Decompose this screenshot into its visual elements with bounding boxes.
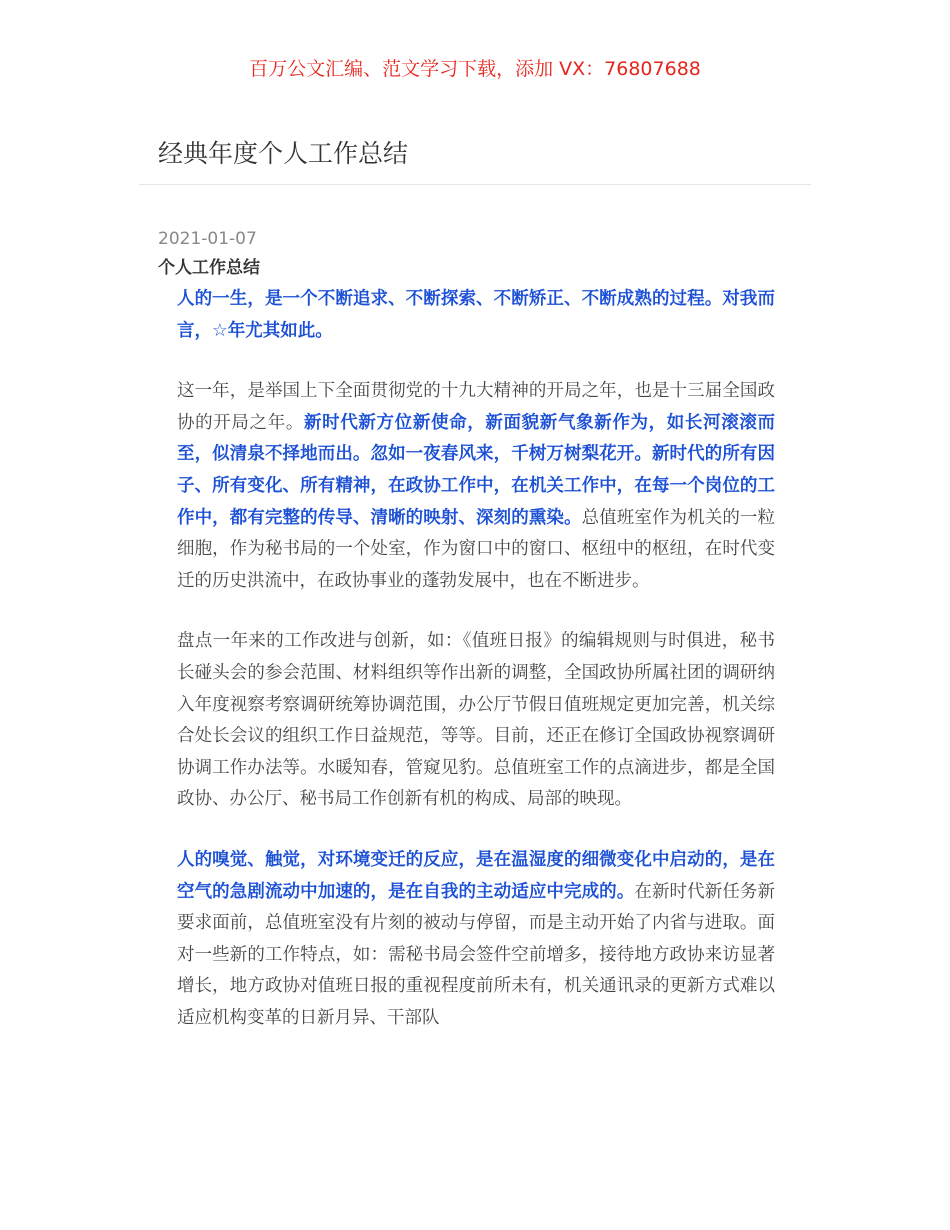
body-text: 总值班室作为机关的一粒细胞，作为秘书局的一个处室，作为窗口中的窗口、枢纽中的枢纽，在时代变迁的历史洪流中，在政协事业的蓬勃发展中，也在不断进步。 [177, 507, 776, 591]
highlighted-text: 人的嗅觉、触觉，对环境变迁的反应，是在温湿度的细微变化中启动的，是在空气的急剧流动中加速的，是在自我的主动适应中完成的。 [177, 849, 775, 902]
body-text: 盘点一年来的工作改进与创新，如：《值班日报》的编辑规则与时俱进，秘书长碰头会的参会范围、材料组织等作出新的调整，全国政协所属社团的调研纳入年度视察考察调研统筹协调范围，办公厅节假日值班规定更加完善，机关综合处长会议的组织工作日益规范，等等。目前，还正在修订全国政协视察调研协调工作办法等。水暖知春，管窥见豹。总值班室工作的点滴进步，都是全国政协、办公厅、秘书局工作创新有机的构成、局部的映现。 [177, 631, 775, 810]
highlighted-text: 人的一生，是一个不断追求、不断探索、不断矫正、不断成熟的过程。对我而言，☆年尤其如此。 [177, 289, 775, 341]
paragraph [177, 284, 775, 347]
body-text: 在新时代新任务新要求面前，总值班室没有片刻的被动与停留，而是主动开始了内省与进取。面对一些新的工作特点，如：需秘书局会签件空前增多，接待地方政协来访显著增长，地方政协对值班日报的重视程度前所未有，机关通讯录的更新方式难以适应机构变革的日新月异、干部队 [177, 881, 776, 1028]
body-text: 这一年，是举国上下全面贯彻党的十九大精神的开局之年，也是十三届全国政协的开局之年。 [177, 381, 775, 433]
highlighted-text: 新时代新方位新使命，新面貌新气象新作为，如长河滚滚而至，似清泉不择地而出。忽如一夜春风来，千树万树梨花开。新时代的所有因子、所有变化、所有精神，在政协工作中，在机关工作中，在每一个岗位的工作中，都有完整的传导、清晰的映射、深刻的熏染。 [177, 412, 775, 528]
paragraph [177, 845, 775, 1035]
article-category: 个人工作总结 [158, 258, 260, 278]
paragraph [177, 376, 775, 597]
publish-date: 2021-01-07 [158, 229, 257, 249]
page-title: 经典年度个人工作总结 [158, 139, 409, 168]
title-divider [139, 184, 811, 185]
paragraph [177, 626, 775, 816]
article-body [177, 284, 775, 1063]
promo-banner: 百万公文汇编、范文学习下载，添加 VX：76807688 [249, 58, 701, 80]
